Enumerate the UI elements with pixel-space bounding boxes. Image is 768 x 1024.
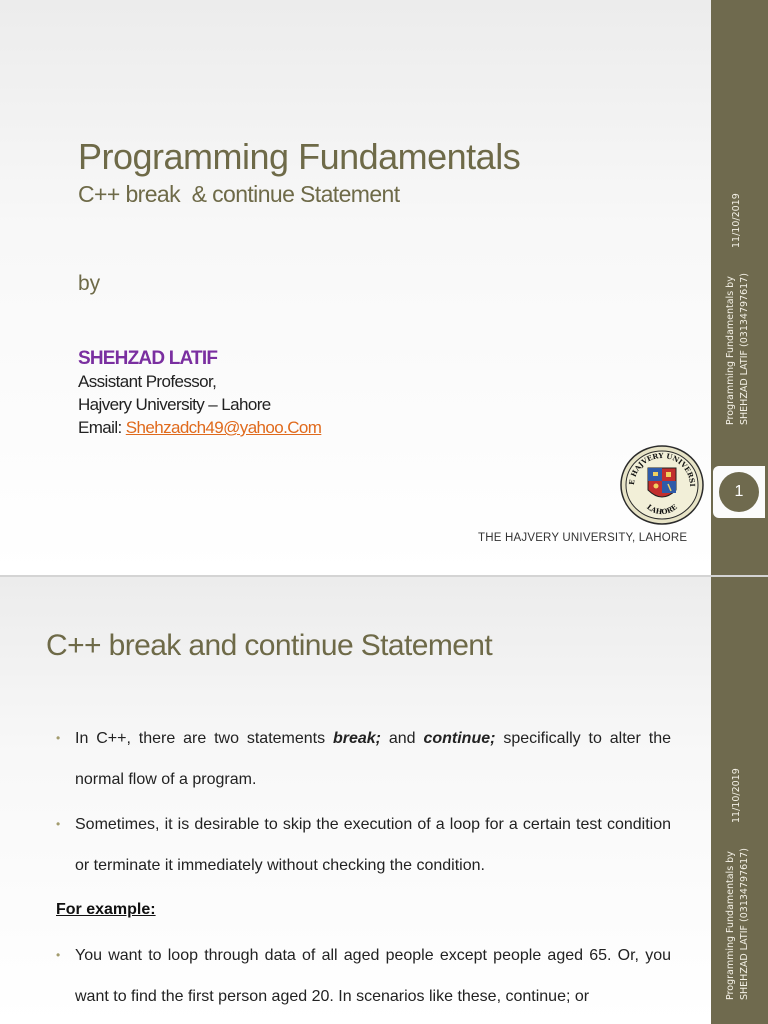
keyword-continue: continue; [423,730,496,747]
svg-text:THE HAJVERY UNIVERSITY: E HAJVERY UNIVERSI [626,450,698,487]
slide-1-date: 11/10/2019 [731,193,742,248]
bullet-1-mid: and [381,730,424,747]
example-heading: For example: [56,901,156,918]
bullet-3 [56,935,671,1017]
university-caption: THE HAJVERY UNIVERSITY, LAHORE [478,532,688,544]
bullet-2 [56,804,671,886]
author-name: SHEHZAD LATIF [78,348,218,369]
keyword-break: break; [332,730,382,747]
bullet-dot: • [56,731,61,745]
slide-2-date: 11/10/2019 [731,768,742,823]
page-number-badge [713,466,765,518]
bullet-dot: • [56,948,61,962]
page-number: 1 [719,472,759,512]
slide-2-footer-line1: Programming Fundamentals by [725,851,736,1000]
slide-2-sidebar [711,577,768,1024]
slide-1-footer-line2: SHEHZAD LATIF (03134797617) [739,273,750,425]
svg-text:LAHORE: LAHORE [645,502,679,517]
slide-2 [0,577,768,1024]
bullet-1-post: specifically to alter the normal flow of a program. [75,730,671,788]
email-link[interactable]: Shehzadch49@yahoo.Com [125,418,322,437]
bullet-1 [56,718,671,800]
bullet-2-text: Sometimes, it is desirable to skip the execution of a loop for a certain test condition or terminate it immediately without checking the condition. [75,816,671,874]
bullet-3-text: You want to loop through data of all aged people except people aged 65. Or, you want to find the first person aged 20. In scenarios like these, continue; or [75,947,671,1005]
author-email-line [78,418,321,438]
slide-subtitle: C++ break & continue Statement [78,181,400,207]
by-label: by [78,272,101,295]
slide-2-title: C++ break and continue Statement [46,629,493,662]
slide-title: Programming Fundamentals [78,136,521,177]
author-affiliation: Hajvery University – Lahore [78,395,271,414]
slide-2-footer-line2: SHEHZAD LATIF (03134797617) [739,848,750,1000]
email-label: Email: [78,418,126,437]
bullet-dot: • [56,817,61,831]
university-logo [618,444,706,526]
author-role: Assistant Professor, [78,372,217,391]
slide-1-footer-line1: Programming Fundamentals by [725,276,736,425]
bullet-1-pre: In C++, there are two statements [75,730,333,747]
